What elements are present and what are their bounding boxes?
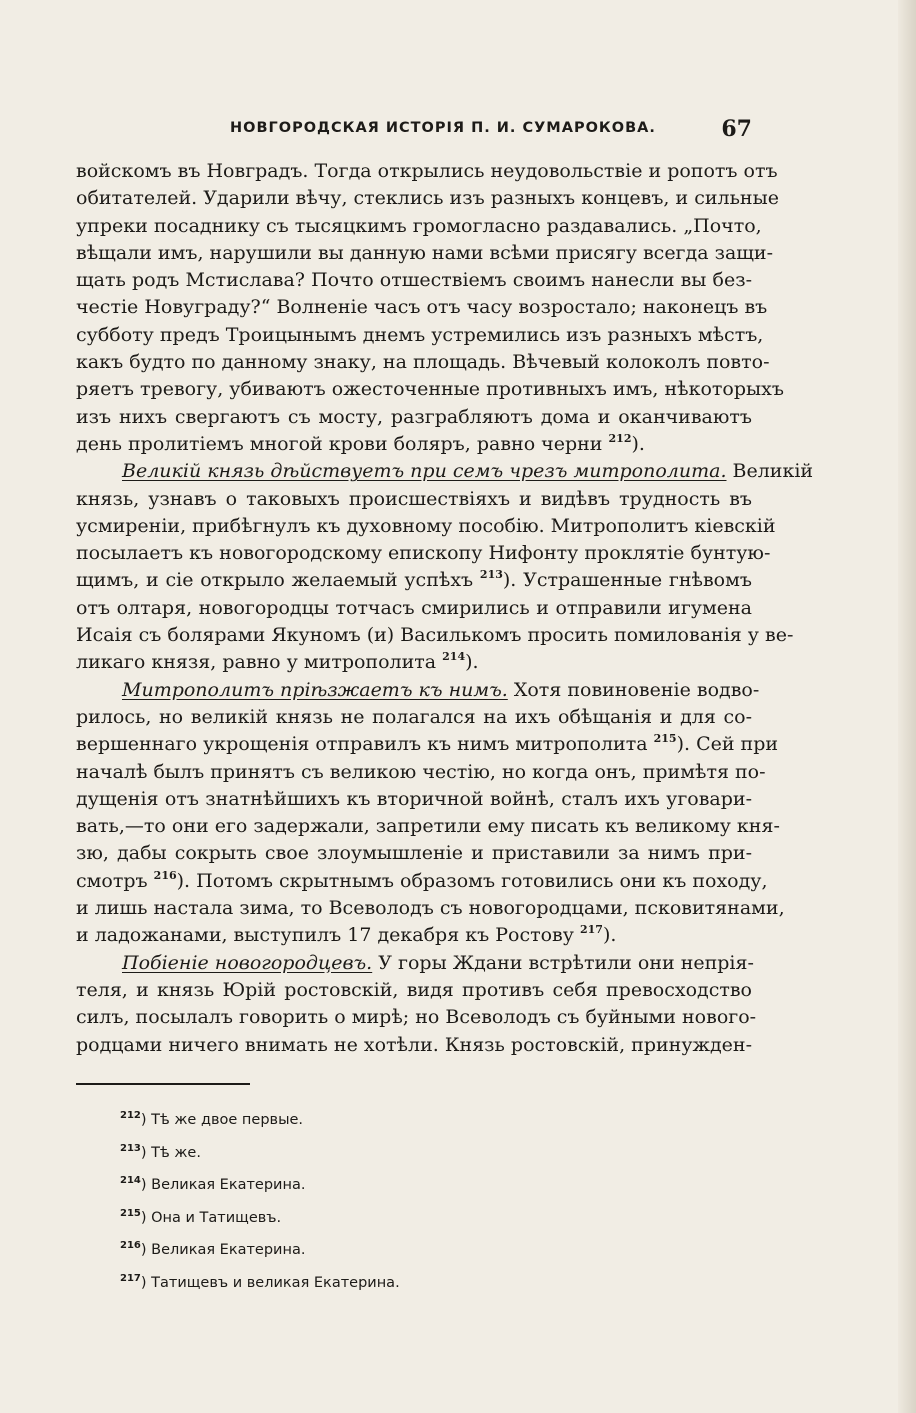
line-text: ). Устрашенные гнѣвомъ [502,569,752,592]
running-head [76,116,752,144]
text-line: честіе Новуграду?“ Волненіе часъ отъ часу возростало; наконецъ въ [76,296,768,319]
footnote-ref: 212 [608,431,632,445]
text-line [76,458,814,485]
footnote-text: ) Великая Екатерина. [140,1242,306,1258]
footnote-divider [76,1083,250,1085]
line-text: вершеннаго укрощенія отправилъ къ нимъ митрополита [76,733,648,756]
body-text [76,158,814,1059]
text-line [76,431,752,458]
side-heading: Митрополитъ пріѣзжаетъ къ нимъ. [122,678,508,701]
footnote-text: ) Великая Екатерина. [140,1177,306,1193]
text-line: силъ, посылалъ говорить о мирѣ; но Всеволодъ съ буйными нового- [76,1006,757,1029]
side-heading: Побіеніе новогородцевъ. [122,951,373,974]
footnote [120,1102,620,1135]
text-line: родцами ничего внимать не хотѣли. Князь ростовскій, принужден- [76,1033,752,1056]
text-line: усмиреніи, прибѣгнулъ къ духовному пособію. Митрополитъ кіевскій [76,514,776,537]
footnote-ref: 216 [153,868,177,882]
paragraph [76,677,785,950]
text-line: теля, и князь Юрій ростовскій, видя противъ себя превосходство [76,978,752,1001]
text-line: вѣщали имъ, нарушили вы данную нами всѣми присягу всегда защи- [76,241,774,264]
line-text: ). Сей при [676,733,779,756]
running-title: НОВГОРОДСКАЯ ИСТОРІЯ П. И. СУМАРОКОВА. [230,120,656,136]
line-text: ). [465,651,479,674]
text-line: изъ нихъ свергаютъ съ мосту, разграбляютъ дома и оканчиваютъ [76,405,752,428]
text-line [76,950,752,977]
footnote-number: 213 [120,1142,141,1154]
text-line [76,731,779,758]
line-text: щимъ, и сіе открыло желаемый успѣхъ [76,569,474,592]
text-line [76,922,752,949]
page-edge-shadow [898,0,916,1413]
text-line: отъ олтаря, новогородцы тотчасъ смирились и отправили игумена [76,596,752,619]
text-line: Исаія съ болярами Якуномъ (и) Василькомъ просить помилованія у ве- [76,624,794,647]
line-text: ). [602,924,617,947]
paragraph [76,950,757,1059]
footnote-ref: 217 [579,923,603,937]
text-line: обитателей. Ударили вѣчу, стеклись изъ разныхъ концевъ, и сильные [76,187,779,210]
text-line [76,677,760,704]
text-line: вать,—то они его задержали, запретили ему писать къ великому кня- [76,815,780,838]
footnote-text: ) Тѣ же. [140,1144,201,1161]
line-text: Великій [726,460,814,483]
footnote-ref: 214 [442,650,466,664]
line-text: день пролитіемъ многой крови боляръ, равно черни [76,432,603,455]
text-line: посылаетъ къ новогородскому епископу Нифонту проклятіе бунтую- [76,542,771,565]
footnote [120,1265,620,1298]
footnote-number: 217 [120,1272,141,1284]
paragraph [76,158,784,458]
footnote [120,1232,620,1265]
footnote-ref: 215 [653,732,677,746]
footnote-number: 215 [120,1207,141,1219]
footnote [120,1135,620,1168]
footnote-number: 216 [120,1240,141,1251]
text-line: дущенія отъ знатнѣйшихъ къ вторичной войнѣ, сталъ ихъ уговари- [76,787,752,810]
text-line [76,567,752,594]
footnote-text: ) Она и Татищевъ. [140,1209,282,1226]
footnotes [120,1102,620,1297]
footnote [120,1167,620,1200]
line-text: ). [631,432,645,455]
footnote-text: ) Тѣ же двое первые. [140,1112,304,1128]
text-line: рилось, но великій князь не полагался на ихъ обѣщанія и для со- [76,705,752,728]
line-text: и ладожанами, выступилъ 17 декабря къ Ростову [76,924,574,947]
text-line: князь, узнавъ о таковыхъ происшествіяхъ и видѣвъ трудность въ [76,487,752,510]
text-line: упреки посаднику съ тысяцкимъ громогласно раздавались. „Почто, [76,214,762,237]
text-line: войскомъ въ Новградъ. Тогда открылись неудовольствіе и ропотъ отъ [76,160,778,182]
paragraph [76,458,814,676]
side-heading: Великій князь дѣйствуетъ при семъ чрезъ митрополита. [122,460,727,483]
text-line: какъ будто по данному знаку, на площадь. Вѣчевый колоколъ повто- [76,351,770,374]
line-text: смотръ [76,869,148,892]
footnote [120,1200,620,1233]
text-line: щать родъ Мстислава? Почто отшествіемъ своимъ нанесли вы без- [76,269,752,292]
footnote-ref: 213 [479,568,503,582]
line-text: Хотя повиновеніе водво- [507,678,760,701]
footnote-number: 212 [120,1110,141,1121]
text-line: началѣ былъ принятъ съ великою честію, но когда онъ, примѣтя по- [76,760,766,783]
text-line [76,868,768,895]
page-number: 67 [721,116,752,142]
line-text: У горы Ждани встрѣтили они непрія- [372,951,754,974]
text-line: и лишь настала зима, то Всеволодъ съ новогородцами, псковитянами, [76,897,785,920]
text-line: субботу предъ Троицынымъ днемъ устремились изъ разныхъ мѣстъ, [76,323,764,346]
line-text: ). Потомъ скрытнымъ образомъ готовились они къ походу, [176,869,768,892]
text-line: зю, дабы сокрыть свое злоумышленіе и приставили за нимъ при- [76,842,752,865]
footnote-number: 214 [120,1175,141,1186]
text-line [76,649,752,676]
line-text: ликаго князя, равно у митрополита [76,651,437,674]
text-line: ряетъ тревогу, убиваютъ ожесточенные противныхъ имъ, нѣкоторыхъ [76,378,784,401]
footnote-text: ) Татищевъ и великая Екатерина. [140,1274,400,1291]
